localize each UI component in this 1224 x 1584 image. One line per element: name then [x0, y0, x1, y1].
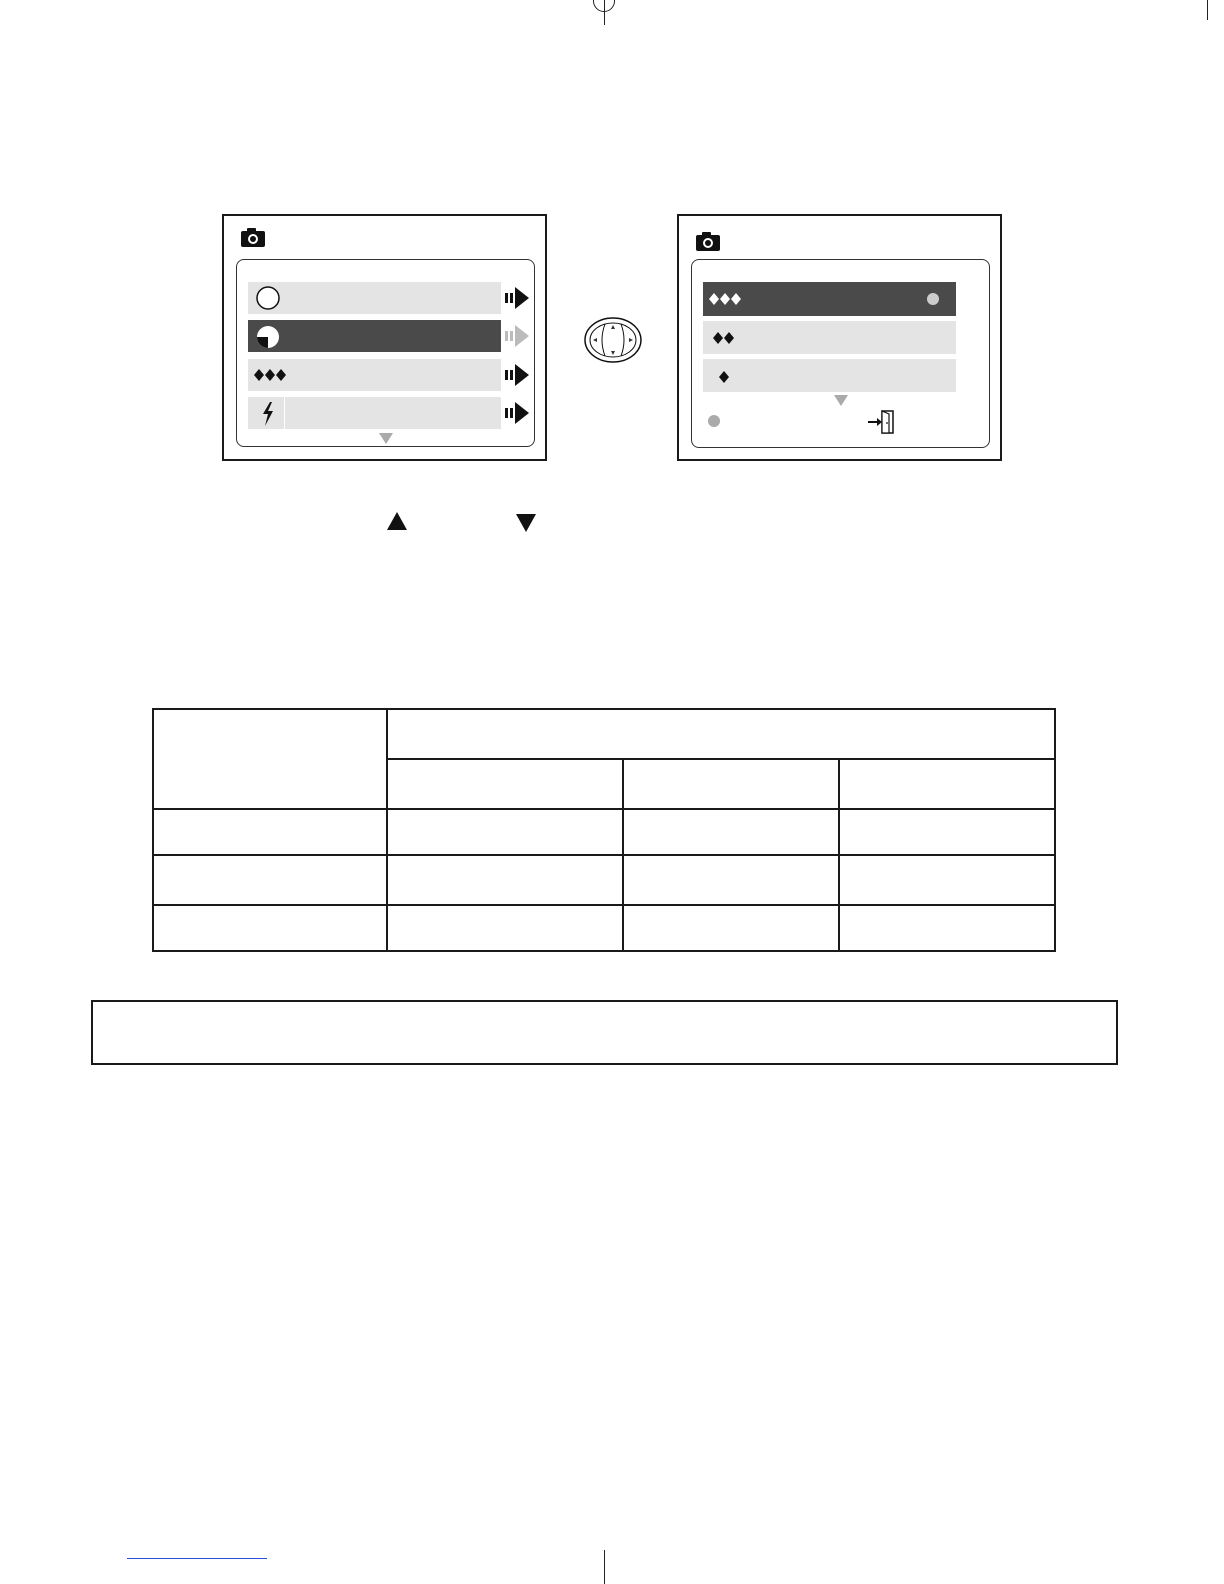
circle-outline-icon [255, 285, 281, 311]
scroll-down-triangle-icon [834, 395, 848, 406]
quality-table [152, 708, 1056, 952]
option-fine[interactable] [703, 282, 956, 316]
scroll-down-triangle-icon [379, 433, 393, 444]
menu-item-metering[interactable] [248, 282, 501, 314]
footer-link-underline[interactable] [127, 1558, 267, 1559]
crop-mark-top-right [1207, 0, 1208, 20]
camera-icon [240, 226, 266, 248]
table-cell [839, 809, 1055, 855]
camera-icon [695, 230, 721, 252]
table-cell [387, 709, 1055, 759]
ok-dot-icon [708, 415, 720, 427]
four-way-navigation-button-icon[interactable] [583, 316, 643, 364]
crop-mark-bottom-center [604, 1550, 605, 1584]
table-cell [153, 855, 387, 905]
current-setting-dot-icon [927, 293, 939, 305]
option-normal[interactable] [703, 321, 956, 354]
table-cell [387, 759, 623, 809]
lcd-screen-quality-submenu [677, 214, 1002, 461]
down-triangle-icon [516, 514, 536, 532]
table-cell [623, 809, 839, 855]
menu-item-flash[interactable] [248, 397, 501, 429]
table-cell [623, 759, 839, 809]
table-row [153, 905, 1055, 951]
note-box [91, 1000, 1118, 1065]
table-cell [839, 759, 1055, 809]
quality-three-diamonds-icon [254, 369, 286, 381]
submenu-panel [691, 259, 990, 448]
crop-mark-circle [593, 0, 615, 12]
flash-icon [261, 402, 275, 426]
table-row [153, 855, 1055, 905]
submenu-arrow-icon[interactable] [505, 325, 531, 347]
table-cell [153, 905, 387, 951]
submenu-arrow-icon[interactable] [505, 364, 531, 386]
table-cell [387, 905, 623, 951]
table-row [153, 709, 1055, 759]
table-cell [387, 809, 623, 855]
half-circle-icon [255, 324, 281, 350]
exit-door-icon[interactable] [868, 410, 896, 434]
table-cell [153, 709, 387, 809]
table-cell [839, 905, 1055, 951]
table-cell [153, 809, 387, 855]
quality-one-diamond-icon [719, 371, 729, 383]
table-cell [623, 855, 839, 905]
option-economy[interactable] [703, 359, 956, 392]
lcd-screen-main-menu [222, 214, 547, 461]
flash-row-divider [284, 397, 285, 429]
table-cell [387, 855, 623, 905]
up-triangle-icon [387, 512, 407, 530]
submenu-arrow-icon[interactable] [505, 287, 531, 309]
menu-panel [236, 259, 535, 447]
submenu-arrow-icon[interactable] [505, 402, 531, 424]
table-cell [839, 855, 1055, 905]
quality-two-diamonds-icon [713, 332, 735, 344]
quality-three-diamonds-icon [709, 293, 741, 305]
table-cell [623, 905, 839, 951]
menu-item-quality[interactable] [248, 359, 501, 391]
table-row [153, 809, 1055, 855]
menu-item-selected[interactable] [248, 320, 501, 352]
